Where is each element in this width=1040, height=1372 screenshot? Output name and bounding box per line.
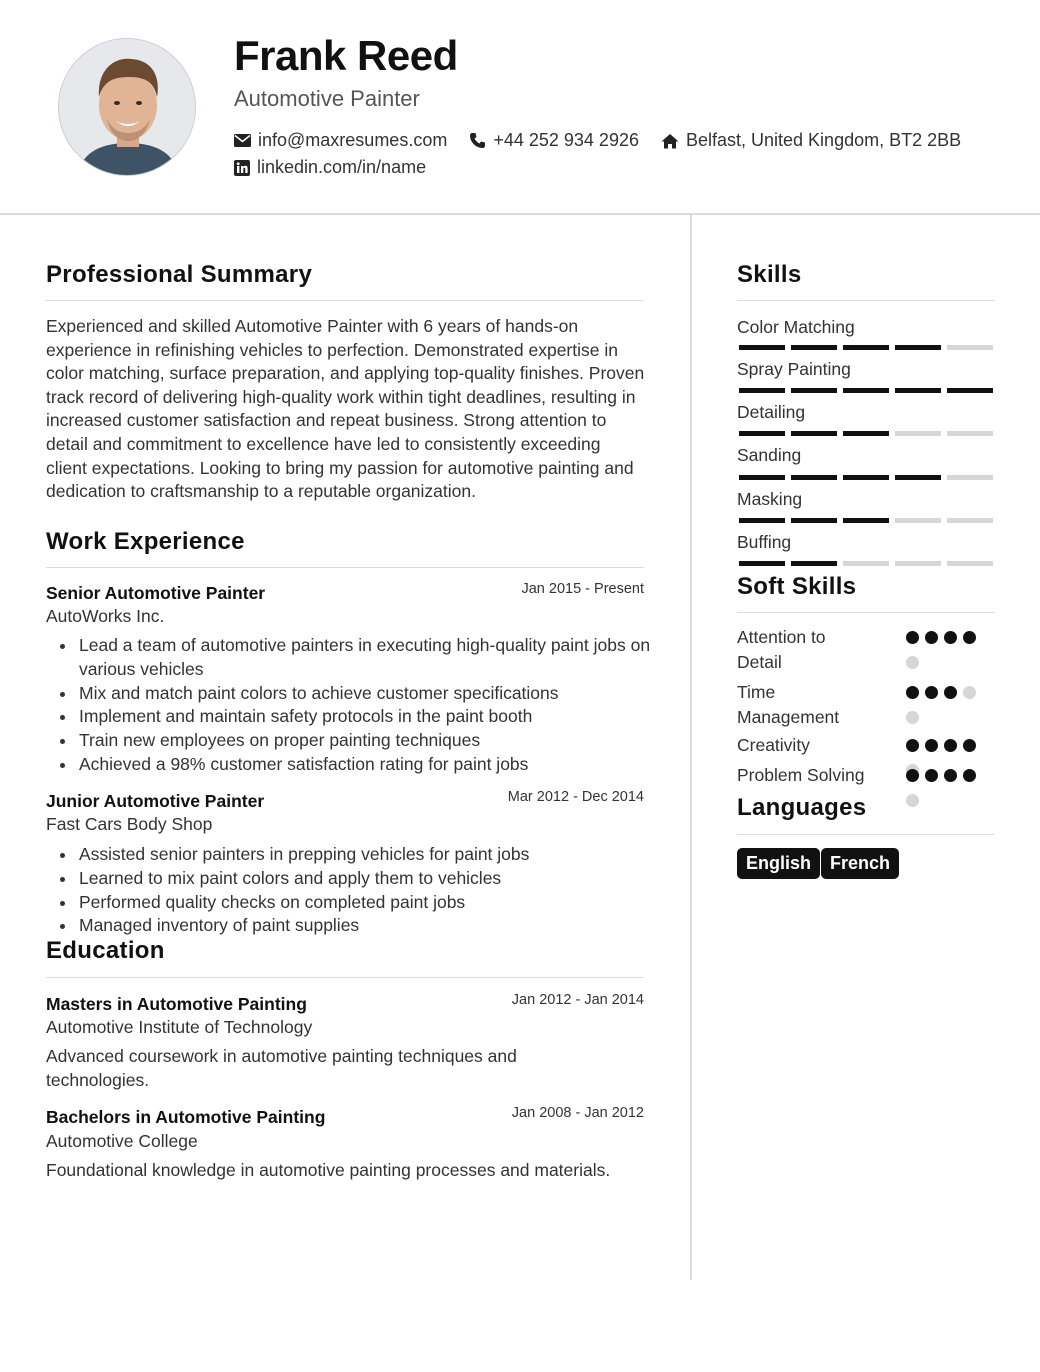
rating-dot-empty <box>906 711 919 724</box>
skill-segment-filled <box>843 518 889 523</box>
contact-location <box>661 130 961 151</box>
section-divider <box>737 612 994 613</box>
list-item: Mix and match paint colors to achieve customer specifications <box>46 682 651 706</box>
skill-segment-filled <box>895 475 941 480</box>
skill-level-bar <box>739 388 993 393</box>
list-item: Train new employees on proper painting techniques <box>46 729 651 753</box>
skill-level-bar <box>739 345 993 350</box>
home-icon <box>661 133 679 149</box>
degree-title: Masters in Automotive Painting <box>46 994 307 1014</box>
skill-segment-filled <box>843 345 889 350</box>
soft-skill-name: Creativity <box>737 735 810 755</box>
rating-dot-filled <box>925 739 938 752</box>
education-date: Jan 2012 - Jan 2014 <box>511 992 644 1008</box>
list-item: Learned to mix paint colors and apply them to vehicles <box>46 867 651 891</box>
skill-level-bar <box>739 561 993 566</box>
section-divider <box>737 300 994 301</box>
contact-row <box>234 130 983 151</box>
skill-name: Detailing <box>737 402 806 422</box>
job-company: AutoWorks Inc. <box>46 606 165 626</box>
rating-dot-filled <box>944 686 957 699</box>
skill-segment-empty <box>947 475 993 480</box>
skill-segment-filled <box>791 345 837 350</box>
skill-segment-filled <box>947 388 993 393</box>
language-badge: English <box>737 848 820 879</box>
linkedin-text: linkedin.com/in/name <box>257 157 427 177</box>
school-name: Automotive Institute of Technology <box>46 1017 313 1037</box>
rating-dot-filled <box>906 739 919 752</box>
section-divider <box>46 567 644 568</box>
skill-segment-filled <box>739 518 785 523</box>
job-bullets <box>46 843 651 938</box>
skill-segment-empty <box>843 561 889 566</box>
rating-dot-empty <box>906 656 919 669</box>
contact-email[interactable] <box>234 130 447 151</box>
job-title: Senior Automotive Painter <box>46 583 266 603</box>
skill-segment-empty <box>947 518 993 523</box>
skill-segment-empty <box>947 561 993 566</box>
contact-phone[interactable] <box>469 130 639 151</box>
section-divider <box>737 834 994 835</box>
rating-dot-filled <box>925 631 938 644</box>
skill-segment-filled <box>843 475 889 480</box>
candidate-title: Automotive Painter <box>234 86 420 111</box>
contact-row-linkedin <box>234 157 448 178</box>
rating-dot-filled <box>963 631 976 644</box>
skill-name: Buffing <box>737 532 792 552</box>
experience-heading: Work Experience <box>46 528 245 555</box>
skills-heading: Skills <box>737 261 802 288</box>
soft-skill-name: Time Management <box>737 682 840 727</box>
job-date: Jan 2015 - Present <box>521 581 644 597</box>
location-text: Belfast, United Kingdom, BT2 2BB <box>685 130 962 150</box>
section-divider <box>46 977 644 978</box>
rating-dot-filled <box>944 769 957 782</box>
skill-segment-filled <box>739 561 785 566</box>
skill-segment-filled <box>895 345 941 350</box>
list-item: Lead a team of automotive painters in executing high-quality paint jobs on various vehicles <box>46 634 651 682</box>
skill-segment-filled <box>843 431 889 436</box>
list-item: Achieved a 98% customer satisfaction rating for paint jobs <box>46 753 651 777</box>
list-item: Assisted senior painters in prepping vehicles for paint jobs <box>46 843 651 867</box>
job-date: Mar 2012 - Dec 2014 <box>507 789 644 805</box>
soft-skill-rating <box>906 686 981 724</box>
rating-dot-filled <box>906 631 919 644</box>
education-description: Foundational knowledge in automotive painting processes and materials. <box>46 1160 611 1180</box>
rating-dot-filled <box>944 631 957 644</box>
skill-segment-filled <box>739 475 785 480</box>
rating-dot-filled <box>944 739 957 752</box>
rating-dot-filled <box>925 769 938 782</box>
rating-dot-filled <box>925 686 938 699</box>
skill-level-bar <box>739 475 993 480</box>
rating-dot-filled <box>906 769 919 782</box>
phone-text: +44 252 934 2926 <box>493 130 639 150</box>
languages-heading: Languages <box>737 794 867 821</box>
soft-skill-rating <box>906 631 981 669</box>
contact-linkedin[interactable] <box>234 157 426 178</box>
skill-segment-empty <box>895 518 941 523</box>
skill-segment-filled <box>843 388 889 393</box>
skill-segment-empty <box>895 431 941 436</box>
soft-skills-heading: Soft Skills <box>737 573 857 600</box>
resume-header <box>0 0 1040 215</box>
rating-dot-filled <box>963 769 976 782</box>
skill-name: Color Matching <box>737 317 855 337</box>
skill-name: Masking <box>737 489 803 509</box>
skill-segment-empty <box>895 561 941 566</box>
rating-dot-filled <box>963 739 976 752</box>
summary-heading: Professional Summary <box>46 261 313 288</box>
skill-segment-empty <box>947 431 993 436</box>
job-company: Fast Cars Body Shop <box>46 814 213 834</box>
soft-skill-name: Problem Solving <box>737 765 865 785</box>
person-avatar-icon <box>59 39 196 176</box>
skill-level-bar <box>739 518 993 523</box>
education-heading: Education <box>46 937 165 964</box>
envelope-icon <box>234 134 251 147</box>
linkedin-icon <box>234 160 250 176</box>
list-item: Managed inventory of paint supplies <box>46 914 651 938</box>
candidate-name: Frank Reed <box>234 32 458 79</box>
job-title: Junior Automotive Painter <box>46 791 265 811</box>
skill-name: Spray Painting <box>737 359 851 379</box>
skill-segment-filled <box>739 431 785 436</box>
summary-text: Experienced and skilled Automotive Painter with 6 years of hands-on experience in refinishing vehicles to perfection. Demonstrated expertise in color matching, surface preparation, and applying top-quality finishes. Proven track record of delivering high-quality work within tight deadlines, resulting in increased customer satisfaction and repeat business. Strong attention to detail and commitment to excellence have led to consistently exceeding client expectations. Looking to bring my passion for automotive painting and dedication to craftsmanship to a reputable organization. <box>46 316 645 502</box>
phone-icon <box>469 132 486 149</box>
school-name: Automotive College <box>46 1131 198 1151</box>
rating-dot-empty <box>963 686 976 699</box>
degree-title: Bachelors in Automotive Painting <box>46 1107 326 1127</box>
skill-name: Sanding <box>737 445 802 465</box>
list-item: Performed quality checks on completed paint jobs <box>46 891 651 915</box>
skill-segment-filled <box>895 388 941 393</box>
rating-dot-empty <box>906 794 919 807</box>
skill-segment-empty <box>947 345 993 350</box>
skill-segment-filled <box>791 431 837 436</box>
skill-segment-filled <box>791 518 837 523</box>
email-text: info@maxresumes.com <box>258 130 448 150</box>
rating-dot-filled <box>906 686 919 699</box>
section-divider <box>46 300 644 301</box>
skill-level-bar <box>739 431 993 436</box>
skill-segment-filled <box>739 345 785 350</box>
language-badge: French <box>821 848 899 879</box>
list-item: Implement and maintain safety protocols in the paint booth <box>46 705 651 729</box>
skill-segment-filled <box>791 561 837 566</box>
education-description: Advanced coursework in automotive painting techniques and technologies. <box>46 1046 517 1090</box>
skill-segment-filled <box>739 388 785 393</box>
job-bullets <box>46 634 651 777</box>
soft-skill-name: Attention to Detail <box>737 627 826 672</box>
soft-skill-rating <box>906 769 981 807</box>
education-date: Jan 2008 - Jan 2012 <box>511 1105 644 1121</box>
skill-segment-filled <box>791 388 837 393</box>
profile-photo <box>58 38 196 176</box>
skill-segment-filled <box>791 475 837 480</box>
column-divider <box>690 215 692 1280</box>
